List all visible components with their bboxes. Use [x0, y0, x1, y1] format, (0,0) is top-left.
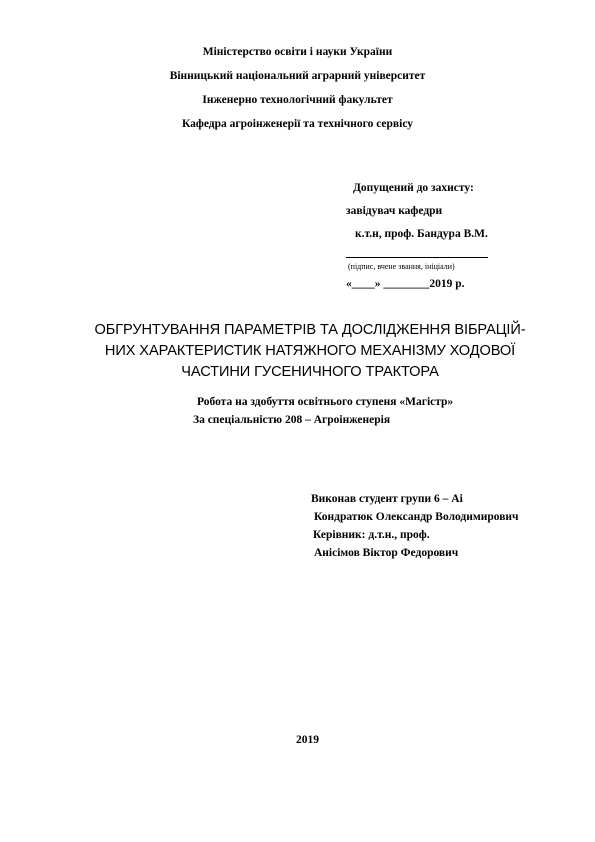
thesis-title-line-1: ОБГРУНТУВАННЯ ПАРАМЕТРІВ ТА ДОСЛІДЖЕННЯ ВІБРАЦІЙ-: [94, 322, 526, 338]
performed-by-label: Виконав студент групи 6 – Аі: [311, 493, 463, 505]
ministry-name: Міністерство освіти і науки України: [202, 46, 393, 58]
department-head-name: к.т.н, проф. Бандура В.М.: [355, 228, 488, 240]
student-name: Кондратюк Олександр Володимирович: [314, 511, 519, 523]
thesis-title-line-3: ЧАСТИНИ ГУСЕНИЧНОГО ТРАКТОРА: [181, 364, 439, 380]
faculty-name: Інженерно технологічний факультет: [202, 94, 393, 106]
supervisor-name: Анісімов Віктор Федорович: [314, 547, 459, 559]
signature-caption: (підпис, вчене звання, ініціали): [348, 262, 455, 271]
university-name: Вінницький національний аграрний університет: [169, 70, 426, 82]
year-label: 2019: [296, 734, 319, 746]
department-head-title: завідувач кафедри: [346, 205, 443, 217]
admitted-label: Допущений до захисту:: [353, 182, 474, 194]
thesis-title-line-2: НИХ ХАРАКТЕРИСТИК НАТЯЖНОГО МЕХАНІЗМУ ХОДОВОЇ: [104, 343, 516, 359]
degree-work-label: Робота на здобуття освітнього ступеня «Магістр»: [197, 396, 454, 408]
approval-date-line: «____» ________2019 р.: [346, 278, 465, 290]
thesis-title: [40, 320, 580, 383]
signature-line: [346, 257, 488, 258]
department-name: Кафедра агроінженерії та технічного сервісу: [181, 118, 414, 130]
specialty-label: За спеціальністю 208 – Агроінженерія: [193, 414, 391, 426]
supervisor-label: Керівник: д.т.н., проф.: [313, 529, 430, 541]
